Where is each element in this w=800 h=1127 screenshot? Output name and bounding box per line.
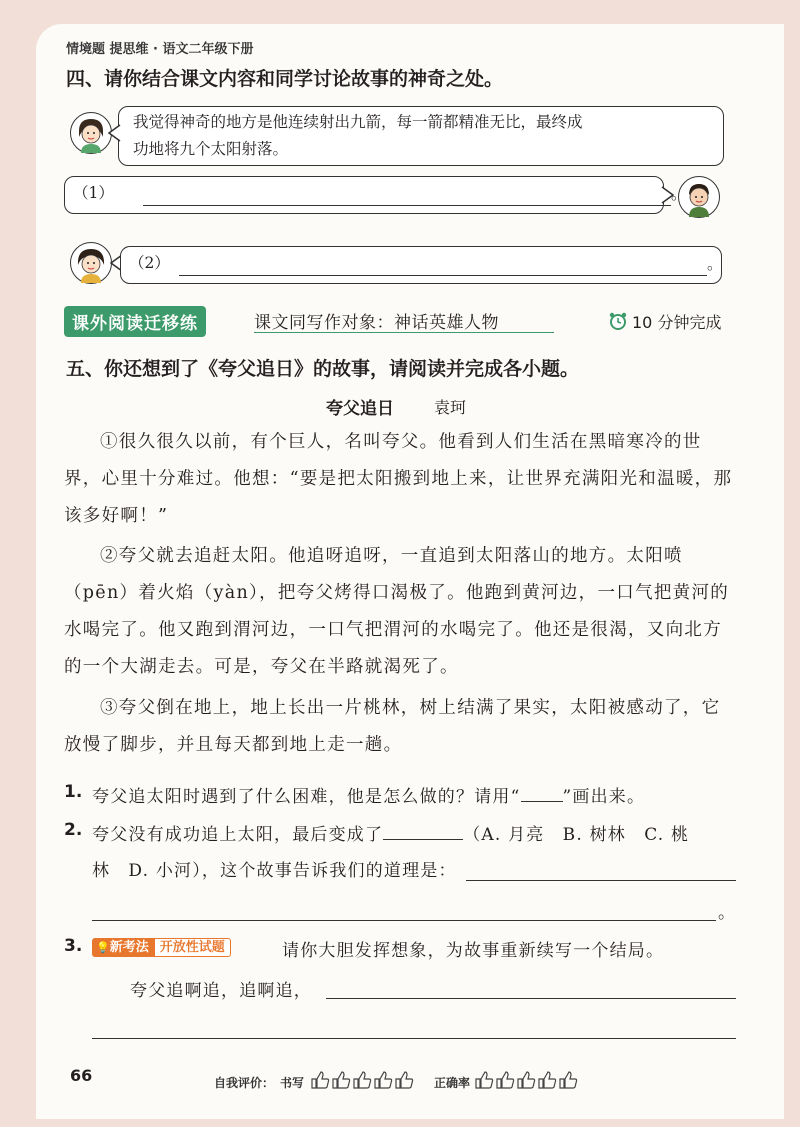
question-2-text-a: 夸父没有成功追上太阳，最后变成了 [92,825,384,845]
answer-2-label: （2） [129,254,170,272]
question-3-answer-line-2[interactable] [92,1038,736,1039]
question-3-answer-line-1[interactable] [326,998,736,999]
section-4-title: 四、请你结合课文内容和同学讨论故事的神奇之处。 [66,68,504,90]
question-2-reason-line-1[interactable] [466,880,736,881]
story-author: 袁珂 [434,398,467,417]
question-3-story-start: 夸父追啊追，追啊追， [130,981,312,1001]
question-2-text-b: （A. 月亮 B. 树林 C. 桃 [463,825,690,845]
answer-2-line[interactable] [179,275,707,276]
thumb-up-icon[interactable] [539,1072,556,1088]
question-2-period: 。 [718,903,737,923]
book-header: 情境题 提思维 · 语文二年级下册 [66,42,254,57]
bubble-example-line-1: 我觉得神奇的地方是他连续射出九箭，每一箭都精准无比，最终成 [133,113,583,131]
question-1-text-b: ”画出来。 [562,787,646,807]
accuracy-label: 正确率 [434,1076,471,1090]
bubble-example-line-2: 功地将九个太阳射落。 [133,140,289,158]
section-5-title: 五、你还想到了《夸父追日》的故事，请阅读并完成各小题。 [66,358,580,380]
accuracy-rating[interactable] [474,1070,584,1090]
self-eval-label: 自我评价： [214,1076,275,1090]
writing-rating[interactable] [310,1070,420,1090]
story-paragraph-3: ③夸父倒在地上，地上长出一片桃林，树上结满了果实，太阳被感动了，它放慢了脚步，并且每天都到地上走一趟。 [64,698,721,755]
question-3-text: 请你大胆发挥想象，为故事重新续写一个结局。 [282,941,665,961]
question-2-reason-line-2[interactable] [92,920,716,921]
alarm-clock-icon [608,311,628,331]
boy-avatar-icon [678,176,720,218]
speech-bubble-example [118,106,724,166]
worksheet-page [36,24,784,1119]
banner-subtitle: 课文同写作对象：神话英雄人物 [254,313,499,333]
open-question-tag: 开放性试题 [154,938,231,957]
girl-avatar-icon [70,242,112,284]
bubble-pointer-icon [108,124,122,142]
thumb-up-icon[interactable] [312,1072,329,1088]
thumb-up-icon[interactable] [518,1072,535,1088]
question-3-tags [92,936,231,955]
thumb-up-icon[interactable] [560,1072,577,1088]
thumb-up-icon[interactable] [354,1072,371,1088]
story-paragraph-1: ①很久很久以前，有个巨人，名叫夸父。他看到人们生活在黑暗寒冷的世界，心里十分难过。他想：“要是把太阳搬到地上来，让世界充满阳光和温暖，那该多好啊！” [64,432,733,526]
writing-label: 书写 [280,1076,305,1090]
extra-reading-label: 课外阅读迁移练 [64,306,206,337]
speech-bubble-answer-2[interactable] [120,246,722,284]
new-method-tag [92,938,154,957]
answer-2-period: 。 [707,255,723,273]
speech-bubble-answer-1[interactable] [64,176,664,214]
time-estimate: 10 分钟完成 [632,313,722,332]
answer-1-label: （1） [73,184,114,202]
question-2-choice-blank[interactable] [383,839,463,840]
story-paragraph-2: ②夸父就去追赶太阳。他追呀追呀，一直追到太阳落山的地方。太阳喷（pēn）着火焰（yàn），把夸父烤得口渴极了。他跑到黄河边，一口气把黄河的水喝完了。他又跑到渭河边，一口气把渭河的水喝完了。他还是很渴，又向北方的一个大湖走去。可是，夸父在半路就渴死了。 [64,546,730,677]
answer-1-line[interactable] [143,205,671,206]
page-number: 66 [70,1066,93,1085]
underline-sample [521,801,563,802]
thumb-up-icon[interactable] [476,1072,493,1088]
bulb-icon: 💡 [96,941,110,954]
story-title: 夸父追日 [326,399,394,419]
banner-underline [254,332,554,333]
new-method-tag-label: 新考法 [109,940,149,955]
question-2-line-2: 林 D. 小河），这个故事告诉我们的道理是： [92,861,457,881]
bubble-pointer-icon [660,186,674,204]
thumb-up-icon[interactable] [497,1072,514,1088]
question-3-number: 3. [64,936,83,956]
question-1-text-a: 夸父追太阳时遇到了什么困难，他是怎么做的？请用“ [92,787,521,807]
question-1-number: 1. [64,782,83,802]
question-1-text [92,782,645,807]
question-2-number: 2. [64,820,83,840]
thumb-up-icon[interactable] [333,1072,350,1088]
girl-avatar-icon [70,112,112,154]
question-2-line-1 [92,820,689,845]
thumb-up-icon[interactable] [375,1072,392,1088]
thumb-up-icon[interactable] [396,1072,413,1088]
